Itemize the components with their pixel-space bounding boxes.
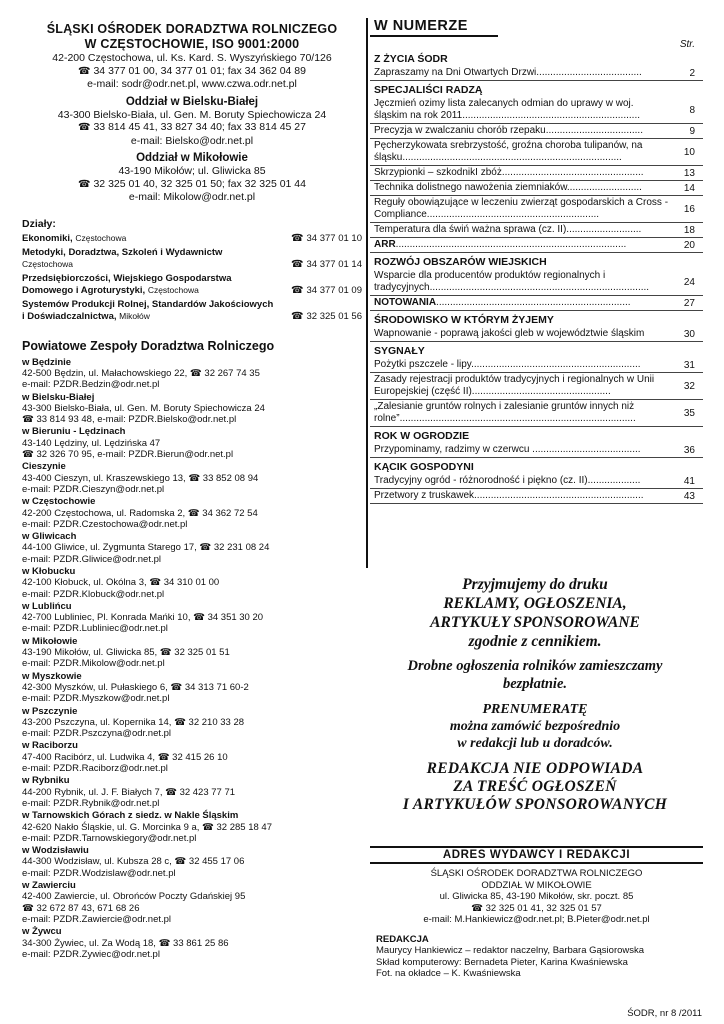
branch-email: e-mail: Mikolow@odr.net.pl xyxy=(128,191,256,203)
column-divider xyxy=(366,18,368,568)
announcement-line: PRENUMERATĘ xyxy=(482,702,588,717)
toc-entry xyxy=(370,238,703,253)
editorial-line: Fot. na okładce – K. Kwaśniewska xyxy=(376,968,521,979)
announcement-line: I ARTYKUŁÓW SPONSOROWANYCH xyxy=(402,796,668,813)
announcement-line: Przyjmujemy do druku xyxy=(462,576,608,593)
toc-page-number: 27 xyxy=(683,297,695,309)
publisher-heading: ADRES WYDAWCY I REDAKCJI xyxy=(370,846,703,864)
toc-entry xyxy=(370,327,703,342)
toc-entry-title: Reguły obowiązujące w leczeniu zwierząt gospodarskich a Cross - Compliance.............................................................. xyxy=(374,197,669,220)
toc-entry-title: Wsparcie dla producentów produktów regionalnych i tradycyjnych............................................................................... xyxy=(374,270,650,293)
pzdr-line: e-mail: PZDR.Pszczyna@odr.net.pl xyxy=(22,728,172,740)
toc-entry-title: Skrzypionki – szkodnikI zbóż................................................... xyxy=(374,167,644,178)
branch-bielsko xyxy=(22,95,362,148)
pzdr-line: 43-400 Cieszyn, ul. Kraszewskiego 13, ☎ 33 852 08 94 xyxy=(22,472,259,484)
toc-entry xyxy=(370,196,703,223)
department-row xyxy=(22,273,362,296)
pzdr-line: e-mail: PZDR.Klobuck@odr.net.pl xyxy=(22,588,165,600)
branch-phones: ☎ 33 814 45 41, 33 827 34 40; fax 33 814 45 27 xyxy=(22,121,362,135)
publisher-address xyxy=(370,846,703,926)
pzdr-line: e-mail: PZDR.Rybnik@odr.net.pl xyxy=(22,797,160,809)
pzdr-line: e-mail: PZDR.Raciborz@odr.net.pl xyxy=(22,763,168,775)
pzdr-name: w Kłobucku xyxy=(22,566,76,577)
toc-entry xyxy=(370,474,703,489)
publisher-line: ODDZIAŁ W MIKOŁOWIE xyxy=(481,879,592,891)
pzdr-line: 44-100 Gliwice, ul. Zygmunta Starego 17, ☎ 32 231 08 24 xyxy=(22,542,270,554)
toc-entry xyxy=(370,181,703,196)
pzdr-line: ☎ 32 672 87 43, 671 68 26 xyxy=(22,902,140,914)
pzdr-name: w Wodzisławiu xyxy=(22,845,89,857)
pzdr-name: w Będzinie xyxy=(22,356,72,368)
toc-entry xyxy=(370,269,703,296)
announcement-ads xyxy=(366,575,704,651)
headquarters-block xyxy=(22,22,362,91)
toc-section-heading: Z ŻYCIA ŚODR xyxy=(374,53,448,65)
toc-entry-title: „Zalesianie gruntów rolnych i zalesianie gruntów innych niż rolne”..................................................................................... xyxy=(374,401,636,424)
toc-entry-lead: NOTOWANIA xyxy=(374,297,437,308)
pzdr-item xyxy=(22,461,362,495)
pzdr-name: w Raciborzu xyxy=(22,740,78,752)
toc-page-number: 20 xyxy=(683,239,695,251)
pzdr-line: 42-620 Nakło Śląskie, ul. G. Morcinka 9 a, ☎ 32 285 18 47 xyxy=(22,821,272,833)
headquarters-address: 42-200 Częstochowa, ul. Ks. Kard. S. Wyszyńskiego 70/126 xyxy=(52,52,332,64)
toc-page-number: 10 xyxy=(683,146,695,158)
toc-title: W NUMERZE xyxy=(370,18,498,37)
toc-page-label: Str. xyxy=(679,39,695,50)
toc-entry xyxy=(370,443,703,458)
headquarters-contact: e-mail: sodr@odr.net.pl, www.czwa.odr.net.pl xyxy=(87,78,297,90)
toc-entry-title: Precyzja w zwalczaniu chorób rzepaku................................... xyxy=(374,125,643,136)
announcement-line: bezpłatnie. xyxy=(502,676,568,692)
announcement-line: REKLAMY, OGŁOSZENIA, xyxy=(443,595,627,612)
toc-entry-title: Przetwory z truskawek............................................................. xyxy=(374,490,644,501)
toc-entry-title: Technika dolistnego nawożenia ziemniaków........................... xyxy=(374,182,642,193)
pzdr-name: w Lublińcu xyxy=(22,600,72,612)
pzdr-line: 34-300 Żywiec, ul. Za Wodą 18, ☎ 33 861 25 86 xyxy=(22,937,229,949)
toc-entry xyxy=(370,223,703,238)
pzdr-line: 42-200 Częstochowa, ul. Radomska 2, ☎ 34 362 72 54 xyxy=(22,507,258,519)
announcement-line: ARTYKUŁY SPONSOROWANE xyxy=(430,614,640,631)
pzdr-item xyxy=(22,810,362,844)
pzdr-line: 43-200 Pszczyna, ul. Kopernika 14, ☎ 32 210 33 28 xyxy=(22,716,245,728)
publisher-line: ŚLĄSKI OŚRODEK DORADZTWA ROLNICZEGO xyxy=(430,868,643,879)
pzdr-line: 44-200 Rybnik, ul. J. F. Białych 7, ☎ 32 423 77 71 xyxy=(22,786,236,798)
toc-page-number: 8 xyxy=(689,104,695,116)
editorial-block xyxy=(376,934,704,980)
pzdr-line: e-mail: PZDR.Zywiec@odr.net.pl xyxy=(22,948,160,960)
toc-entry xyxy=(370,139,703,166)
pzdr-item xyxy=(22,601,362,635)
pzdr-name: w Gliwicach xyxy=(22,531,77,543)
pzdr-item xyxy=(22,531,362,565)
headquarters-title-2: W CZĘSTOCHOWIE, ISO 9001:2000 xyxy=(84,37,300,51)
pzdr-name: w Pszczynie xyxy=(22,705,78,717)
publisher-line: ul. Gliwicka 85, 43-190 Mikołów, skr. poczt. 85 xyxy=(439,891,634,902)
department-name: Ekonomiki, xyxy=(22,232,73,244)
editorial-line: Skład komputerowy: Bernadeta Pieter, Karina Kwaśniewska xyxy=(376,956,628,968)
department-row xyxy=(22,299,362,322)
pzdr-line: e-mail: PZDR.Bedzin@odr.net.pl xyxy=(22,379,160,391)
pzdr-item xyxy=(22,926,362,960)
toc-entry xyxy=(370,124,703,139)
toc-page-number: 35 xyxy=(683,407,695,419)
pzdr-name: w Bielsku-Białej xyxy=(22,391,95,403)
toc-entry-title: Wapnowanie - poprawą jakości gleb w województwie śląskim xyxy=(374,328,645,339)
toc-page-number: 9 xyxy=(689,125,695,137)
toc-entry xyxy=(370,296,703,311)
department-location: Mikołów xyxy=(119,311,150,322)
pzdr-item xyxy=(22,426,362,460)
pzdr-line: e-mail: PZDR.Lubliniec@odr.net.pl xyxy=(22,623,168,635)
pzdr-name: w Tarnowskich Górach z siedz. w Nakle Śląskim xyxy=(22,810,239,822)
toc-entry-title: Tradycyjny ogród - różnorodność i piękno (cz. II)................... xyxy=(374,475,641,486)
pzdr-line: e-mail: PZDR.Mikolow@odr.net.pl xyxy=(22,658,165,670)
pzdr-name: w Mikołowie xyxy=(22,635,78,647)
pzdr-item xyxy=(22,392,362,426)
pzdr-line: e-mail: PZDR.Zawiercie@odr.net.pl xyxy=(22,913,172,925)
pzdr-name: w Bieruniu - Lędzinach xyxy=(22,426,126,438)
department-name: Systemów Produkcji Rolnej, Standardów Jakościowych i Doświadczalnictwa, xyxy=(22,299,274,323)
department-name: Przedsiębiorczości, Wiejskiego Gospodarstwa Domowego i Agroturystyki, xyxy=(22,273,232,296)
toc-entry-leader: ................................................................................... xyxy=(395,239,627,250)
branch-address: 43-190 Mikołów; ul. Gliwicka 85 xyxy=(118,165,266,177)
toc-entry-title: Przypominamy, radzimy w czerwcu ....................................... xyxy=(374,444,641,455)
issue-footer: ŚODR, nr 8 /2011 xyxy=(627,1008,702,1019)
toc-entry-leader: ...................................................................... xyxy=(436,297,631,308)
pzdr-item xyxy=(22,566,362,600)
pzdr-line: e-mail: PZDR.Gliwice@odr.net.pl xyxy=(22,553,161,565)
pzdr-line: ☎ 33 814 93 48, e-mail: PZDR.Bielsko@odr.net.pl xyxy=(22,414,237,426)
pzdr-line: 43-140 Lędziny, ul. Lędzińska 47 xyxy=(22,437,161,449)
department-row xyxy=(22,233,362,245)
departments-heading: Działy: xyxy=(22,217,56,230)
pzdr-line: 42-500 Będzin, ul. Małachowskiego 22, ☎ 32 267 74 35 xyxy=(22,367,260,379)
left-column xyxy=(22,22,362,961)
announcement-line: można zamówić bezpośrednio xyxy=(449,719,621,734)
toc-page-number: 16 xyxy=(683,203,695,215)
pzdr-item xyxy=(22,636,362,670)
pzdr-line: e-mail: PZDR.Cieszyn@odr.net.pl xyxy=(22,483,165,495)
pzdr-line: 44-300 Wodzisław, ul. Kubsza 28 c, ☎ 32 455 17 06 xyxy=(22,856,245,868)
toc-entry-title: Pożytki pszczele - lipy............................................................. xyxy=(374,359,641,370)
pzdr-line: e-mail: PZDR.Wodzislaw@odr.net.pl xyxy=(22,867,176,879)
pzdr-line: 47-400 Racibórz, ul. Ludwika 4, ☎ 32 415 26 10 xyxy=(22,751,228,763)
toc-entry xyxy=(370,489,703,504)
announcement-line: REDAKCJA NIE ODPOWIADA xyxy=(426,760,644,777)
publisher-line: e-mail: M.Hankiewicz@odr.net.pl; B.Pieter@odr.net.pl xyxy=(423,914,650,925)
toc-page-number: 13 xyxy=(683,167,695,179)
announcement-line: zgodnie z cennikiem. xyxy=(468,633,602,650)
toc-section-heading: KĄCIK GOSPODYNI xyxy=(374,461,474,473)
pzdr-name: w Częstochowie xyxy=(22,496,96,508)
pzdr-item xyxy=(22,671,362,705)
announcement-line: w redakcji lub u doradców. xyxy=(457,736,613,751)
pzdr-line: 43-300 Bielsko-Biała, ul. Gen. M. Boruty Spiechowicza 24 xyxy=(22,402,265,414)
announcement-line: Drobne ogłoszenia rolników zamieszczamy xyxy=(407,658,663,674)
publisher-line: ☎ 32 325 01 41, 32 325 01 57 xyxy=(471,902,602,914)
toc-page-number: 18 xyxy=(683,224,695,236)
editorial-heading: REDAKCJA xyxy=(376,934,429,945)
department-phone: ☎ 34 377 01 14 xyxy=(291,259,362,271)
pzdr-item xyxy=(22,740,362,774)
branch-title: Oddział w Bielsku-Białej xyxy=(125,95,259,108)
department-phone: ☎ 32 325 01 56 xyxy=(291,311,362,323)
toc-entry xyxy=(370,97,703,124)
announcement-subscription xyxy=(366,701,704,752)
pzdr-line: ☎ 32 326 70 95, e-mail: PZDR.Bierun@odr.net.pl xyxy=(22,449,234,461)
pzdr-line: 42-100 Kłobuck, ul. Okólna 3, ☎ 34 310 01 00 xyxy=(22,577,220,589)
toc-section-heading: ROZWÓJ OBSZARÓW WIEJSKICH xyxy=(374,256,547,268)
pzdr-line: e-mail: PZDR.Myszkow@odr.net.pl xyxy=(22,693,170,705)
toc-section-heading: SPECJALIŚCI RADZĄ xyxy=(374,84,483,96)
department-phone: ☎ 34 377 01 10 xyxy=(291,233,362,245)
toc-entry xyxy=(370,66,703,81)
table-of-contents xyxy=(370,18,703,504)
branch-mikolow xyxy=(22,151,362,204)
toc-page-number: 30 xyxy=(683,328,695,340)
toc-page-number: 43 xyxy=(683,490,695,502)
toc-entry xyxy=(370,400,703,427)
pzdr-line: 42-400 Zawiercie, ul. Obrońców Poczty Gdańskiej 95 xyxy=(22,891,246,903)
toc-page-number: 14 xyxy=(683,182,695,194)
department-phone: ☎ 34 377 01 09 xyxy=(291,285,362,297)
pzdr-name: w Zawierciu xyxy=(22,880,76,892)
pzdr-line: 42-700 Lubliniec, Pl. Konrada Mańki 10, ☎ 34 351 30 20 xyxy=(22,612,264,624)
headquarters-title-1: ŚLĄSKI OŚRODEK DORADZTWA ROLNICZEGO xyxy=(46,22,338,36)
department-row xyxy=(22,247,362,270)
branch-address: 43-300 Bielsko-Biała, ul. Gen. M. Boruty Spiechowicza 24 xyxy=(57,108,327,121)
announcement-box xyxy=(366,575,704,814)
toc-entry-title: Jęczmień ozimy lista zalecanych odmian do uprawy w woj. śląskim na rok 2011................................................................ xyxy=(374,98,641,121)
toc-section-heading: ŚRODOWISKO W KTÓRYM ŻYJEMY xyxy=(374,314,554,326)
pzdr-list xyxy=(22,357,362,960)
department-location: Częstochowa xyxy=(75,232,127,243)
pzdr-item xyxy=(22,496,362,530)
branch-email: e-mail: Bielsko@odr.net.pl xyxy=(130,134,254,147)
pzdr-line: e-mail: PZDR.Czestochowa@odr.net.pl xyxy=(22,518,188,530)
pzdr-item xyxy=(22,357,362,391)
toc-entry-title: Pęcherzykowata srebrzystość, groźna choroba tulipanów, na śląsku............................................................................... xyxy=(374,140,643,163)
departments-block xyxy=(22,218,362,323)
announcement-disclaimer xyxy=(366,760,704,814)
branch-title: Oddział w Mikołowie xyxy=(136,152,248,164)
toc-section-heading: SYGNAŁY xyxy=(374,345,425,357)
toc-section-heading: ROK W OGRODZIE xyxy=(374,430,470,442)
headquarters-phones: ☎ 34 377 01 00, 34 377 01 01; fax 34 362 04 89 xyxy=(22,65,362,79)
branch-phones: ☎ 32 325 01 40, 32 325 01 50; fax 32 325 01 44 xyxy=(22,178,362,192)
pzdr-item xyxy=(22,706,362,740)
toc-list xyxy=(370,52,703,504)
pzdr-line: 43-190 Mikołów, ul. Gliwicka 85, ☎ 32 325 01 51 xyxy=(22,647,230,659)
pzdr-item xyxy=(22,880,362,925)
department-name: Metodyki, Doradztwa, Szkoleń i Wydawnictw xyxy=(22,247,223,259)
announcement-free-ads xyxy=(366,657,704,693)
toc-entry xyxy=(370,373,703,400)
toc-entry-title: Zapraszamy na Dni Otwartych Drzwi...................................... xyxy=(374,67,642,78)
announcement-line: ZA TREŚĆ OGŁOSZEŃ xyxy=(453,778,617,795)
toc-page-number: 31 xyxy=(683,359,695,371)
toc-entry-title: Temperatura dla świń ważna sprawa (cz. II)........................... xyxy=(374,224,642,235)
pzdr-name: Cieszynie xyxy=(22,461,66,473)
toc-page-number: 41 xyxy=(683,475,695,487)
toc-entry-lead: ARR xyxy=(374,239,396,250)
department-location: Częstochowa xyxy=(22,258,74,269)
department-location: Częstochowa xyxy=(147,284,199,295)
pzdr-name: w Rybniku xyxy=(22,775,70,787)
pzdr-heading: Powiatowe Zespoły Doradztwa Rolniczego xyxy=(22,338,275,353)
toc-page-number: 2 xyxy=(689,67,695,79)
pzdr-name: w Żywcu xyxy=(22,926,62,938)
pzdr-item xyxy=(22,775,362,809)
toc-entry xyxy=(370,358,703,373)
pzdr-name: w Myszkowie xyxy=(22,670,82,682)
toc-page-number: 24 xyxy=(683,276,695,288)
pzdr-line: 42-300 Myszków, ul. Pułaskiego 6, ☎ 34 313 71 60-2 xyxy=(22,681,249,693)
pzdr-line: e-mail: PZDR.Tarnowskiegory@odr.net.pl xyxy=(22,832,197,844)
pzdr-item xyxy=(22,845,362,879)
toc-page-number: 32 xyxy=(683,380,695,392)
toc-page-number: 36 xyxy=(683,444,695,456)
toc-entry xyxy=(370,166,703,181)
editorial-line: Maurycy Hankiewicz – redaktor naczelny, Barbara Gąsiorowska xyxy=(376,945,645,956)
toc-entry-title: Zasady rejestracji produktów tradycyjnych i regionalnych w Unii Europejskiej (część II).................................................. xyxy=(374,374,655,397)
